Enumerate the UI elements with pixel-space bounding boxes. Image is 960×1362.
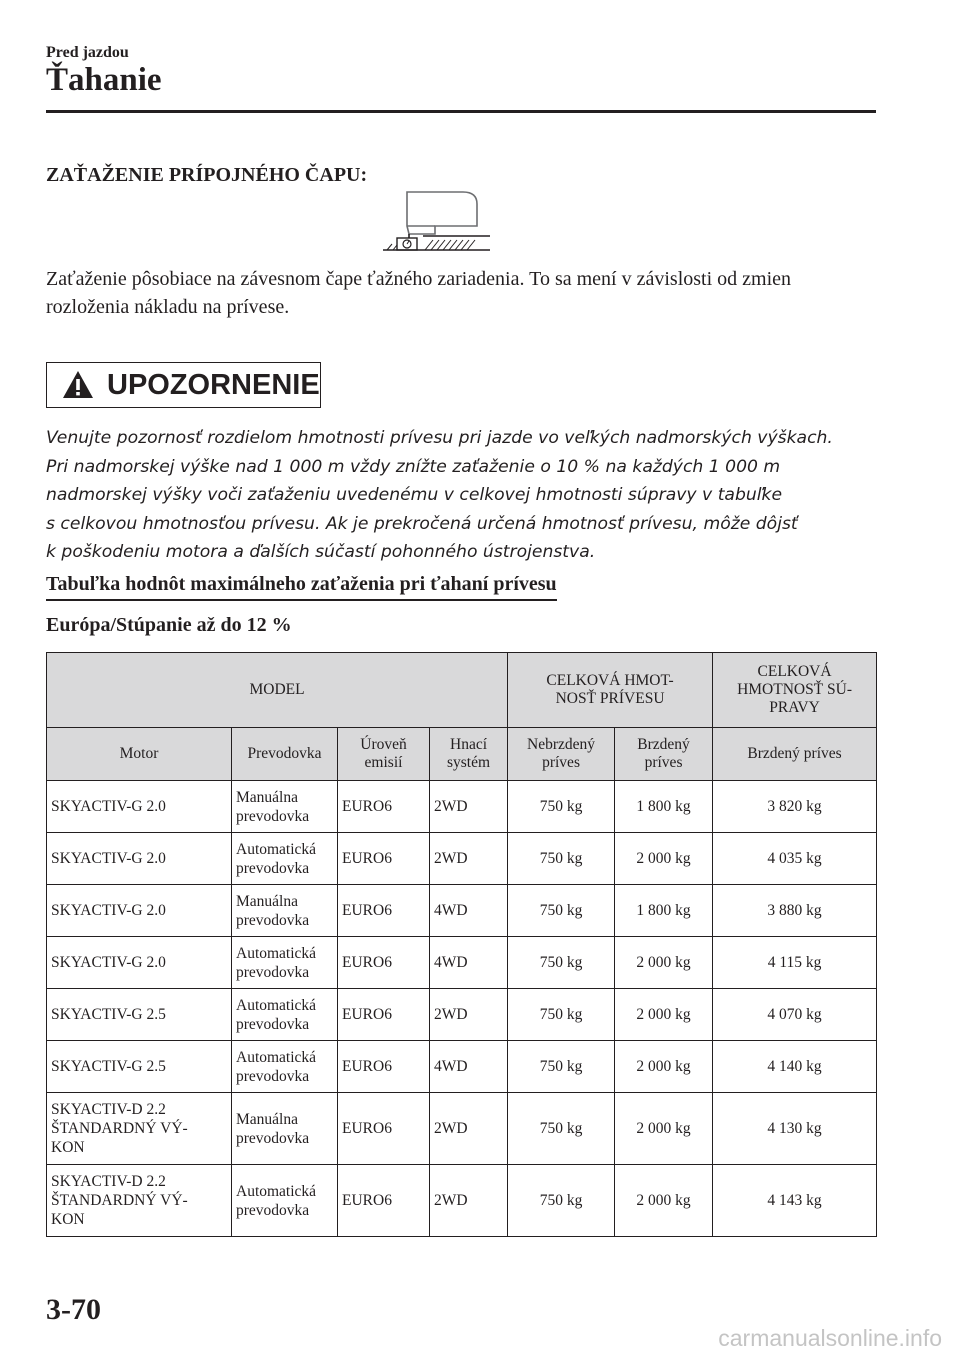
table-row [47,1093,877,1165]
table-cell: SKYACTIV-G 2.5 [47,1041,232,1093]
table-cell: 750 kg [508,1041,615,1093]
table-cell: Automatická prevodovka [232,1165,338,1237]
column-header: Brzdený príves [615,728,713,781]
section-header: Pred jazdou [46,44,129,61]
table-cell: EURO6 [338,989,430,1041]
table-cell: SKYACTIV-G 2.0 [47,885,232,937]
table-row [47,1041,877,1093]
trailer-hitch-load-icon [375,184,495,252]
region-title: Európa/Stúpanie až do 12 % [46,614,292,636]
header-trailer-weight: CELKOVÁ HMOT- NOSŤ PRÍVESU [508,653,713,728]
table-row [47,885,877,937]
table-cell: Automatická prevodovka [232,833,338,885]
table-cell: 2WD [430,989,508,1041]
table-cell: 750 kg [508,833,615,885]
column-header: Motor [47,728,232,781]
table-cell: EURO6 [338,937,430,989]
table-cell: 4 140 kg [713,1041,877,1093]
table-cell: SKYACTIV-G 2.0 [47,937,232,989]
header-divider [46,110,876,113]
table-cell: Manuálna prevodovka [232,885,338,937]
table-row [47,1165,877,1237]
table-cell: 750 kg [508,937,615,989]
table-cell: 4WD [430,1041,508,1093]
table-cell: EURO6 [338,781,430,833]
column-header: Brzdený príves [713,728,877,781]
section-title: ZAŤAŽENIE PRÍPOJNÉHO ČAPU: [46,164,368,186]
table-cell: 1 800 kg [615,885,713,937]
table-cell: 3 820 kg [713,781,877,833]
table-cell: EURO6 [338,833,430,885]
column-header: Hnací systém [430,728,508,781]
table-cell: 750 kg [508,1165,615,1237]
table-cell: 750 kg [508,989,615,1041]
table-cell: 2WD [430,1093,508,1165]
column-header: Nebrzdený príves [508,728,615,781]
table-cell: 750 kg [508,885,615,937]
table-row [47,781,877,833]
table-cell: 4 035 kg [713,833,877,885]
table-cell: SKYACTIV-G 2.5 [47,989,232,1041]
table-cell: Manuálna prevodovka [232,1093,338,1165]
table-cell: 2WD [430,833,508,885]
table-cell: 4 130 kg [713,1093,877,1165]
warning-triangle-icon [61,369,95,401]
table-cell: 4WD [430,885,508,937]
page-title: Ťahanie [46,62,162,98]
warning-label: UPOZORNENIE [107,368,320,401]
table-cell: 2 000 kg [615,989,713,1041]
table-cell: 2 000 kg [615,833,713,885]
table-row [47,833,877,885]
table-row [47,989,877,1041]
table-cell: Automatická prevodovka [232,937,338,989]
paragraph: Zaťaženie pôsobiace na závesnom čape ťažného zariadenia. To sa mení v závislosti od zmien rozloženia nákladu na prívese. [46,268,792,318]
table-cell: Manuálna prevodovka [232,781,338,833]
table-cell: 2WD [430,781,508,833]
table-cell: 1 800 kg [615,781,713,833]
warning-text: Venujte pozornosť rozdielom hmotnosti prívesu pri jazde vo veľkých nadmorských výškach. Pri nadmorskej výške nad 1 000 m vždy znížte zaťaženie o 10 % na každých 1 000 m nadmorskej výšky voči zaťaženiu uvedenému v celkovej hmotnosti súpravy v tabuľke s celkovou hmotnosťou prívesu. Ak je prekročená určená hmotnosť prívesu, môže dôjsť k poškodeniu motora a ďalších súčastí pohonného ústrojenstva. [46,428,833,562]
table-cell: 2 000 kg [615,1041,713,1093]
table-cell: SKYACTIV-D 2.2 ŠTANDARDNÝ VÝ- KON [47,1165,232,1237]
table-cell: EURO6 [338,1165,430,1237]
table-cell: SKYACTIV-D 2.2 ŠTANDARDNÝ VÝ- KON [47,1093,232,1165]
table-cell: 750 kg [508,781,615,833]
table-cell: EURO6 [338,1093,430,1165]
table-cell: 2 000 kg [615,1165,713,1237]
table-cell: 4WD [430,937,508,989]
column-header: Prevodovka [232,728,338,781]
table-cell: Automatická prevodovka [232,1041,338,1093]
table-cell: 4 115 kg [713,937,877,989]
towing-load-table [46,652,877,1237]
table-cell: SKYACTIV-G 2.0 [47,781,232,833]
column-header: Úroveň emisií [338,728,430,781]
table-cell: 750 kg [508,1093,615,1165]
table-cell: 2 000 kg [615,1093,713,1165]
table-cell: 3 880 kg [713,885,877,937]
page-number: 3-70 [46,1293,101,1326]
table-cell: EURO6 [338,885,430,937]
header-model: MODEL [47,653,508,728]
header-combination-weight: CELKOVÁ HMOTNOSŤ SÚ- PRAVY [713,653,877,728]
table-row [47,937,877,989]
warning-box [46,362,321,408]
table-cell: 2 000 kg [615,937,713,989]
table-cell: EURO6 [338,1041,430,1093]
table-cell: Automatická prevodovka [232,989,338,1041]
table-cell: 2WD [430,1165,508,1237]
table-title: Tabuľka hodnôt maximálneho zaťaženia pri ťahaní prívesu [46,573,557,601]
table-cell: 4 143 kg [713,1165,877,1237]
table-cell: SKYACTIV-G 2.0 [47,833,232,885]
table-cell: 4 070 kg [713,989,877,1041]
watermark: carmanualsonline.info [718,1325,942,1351]
